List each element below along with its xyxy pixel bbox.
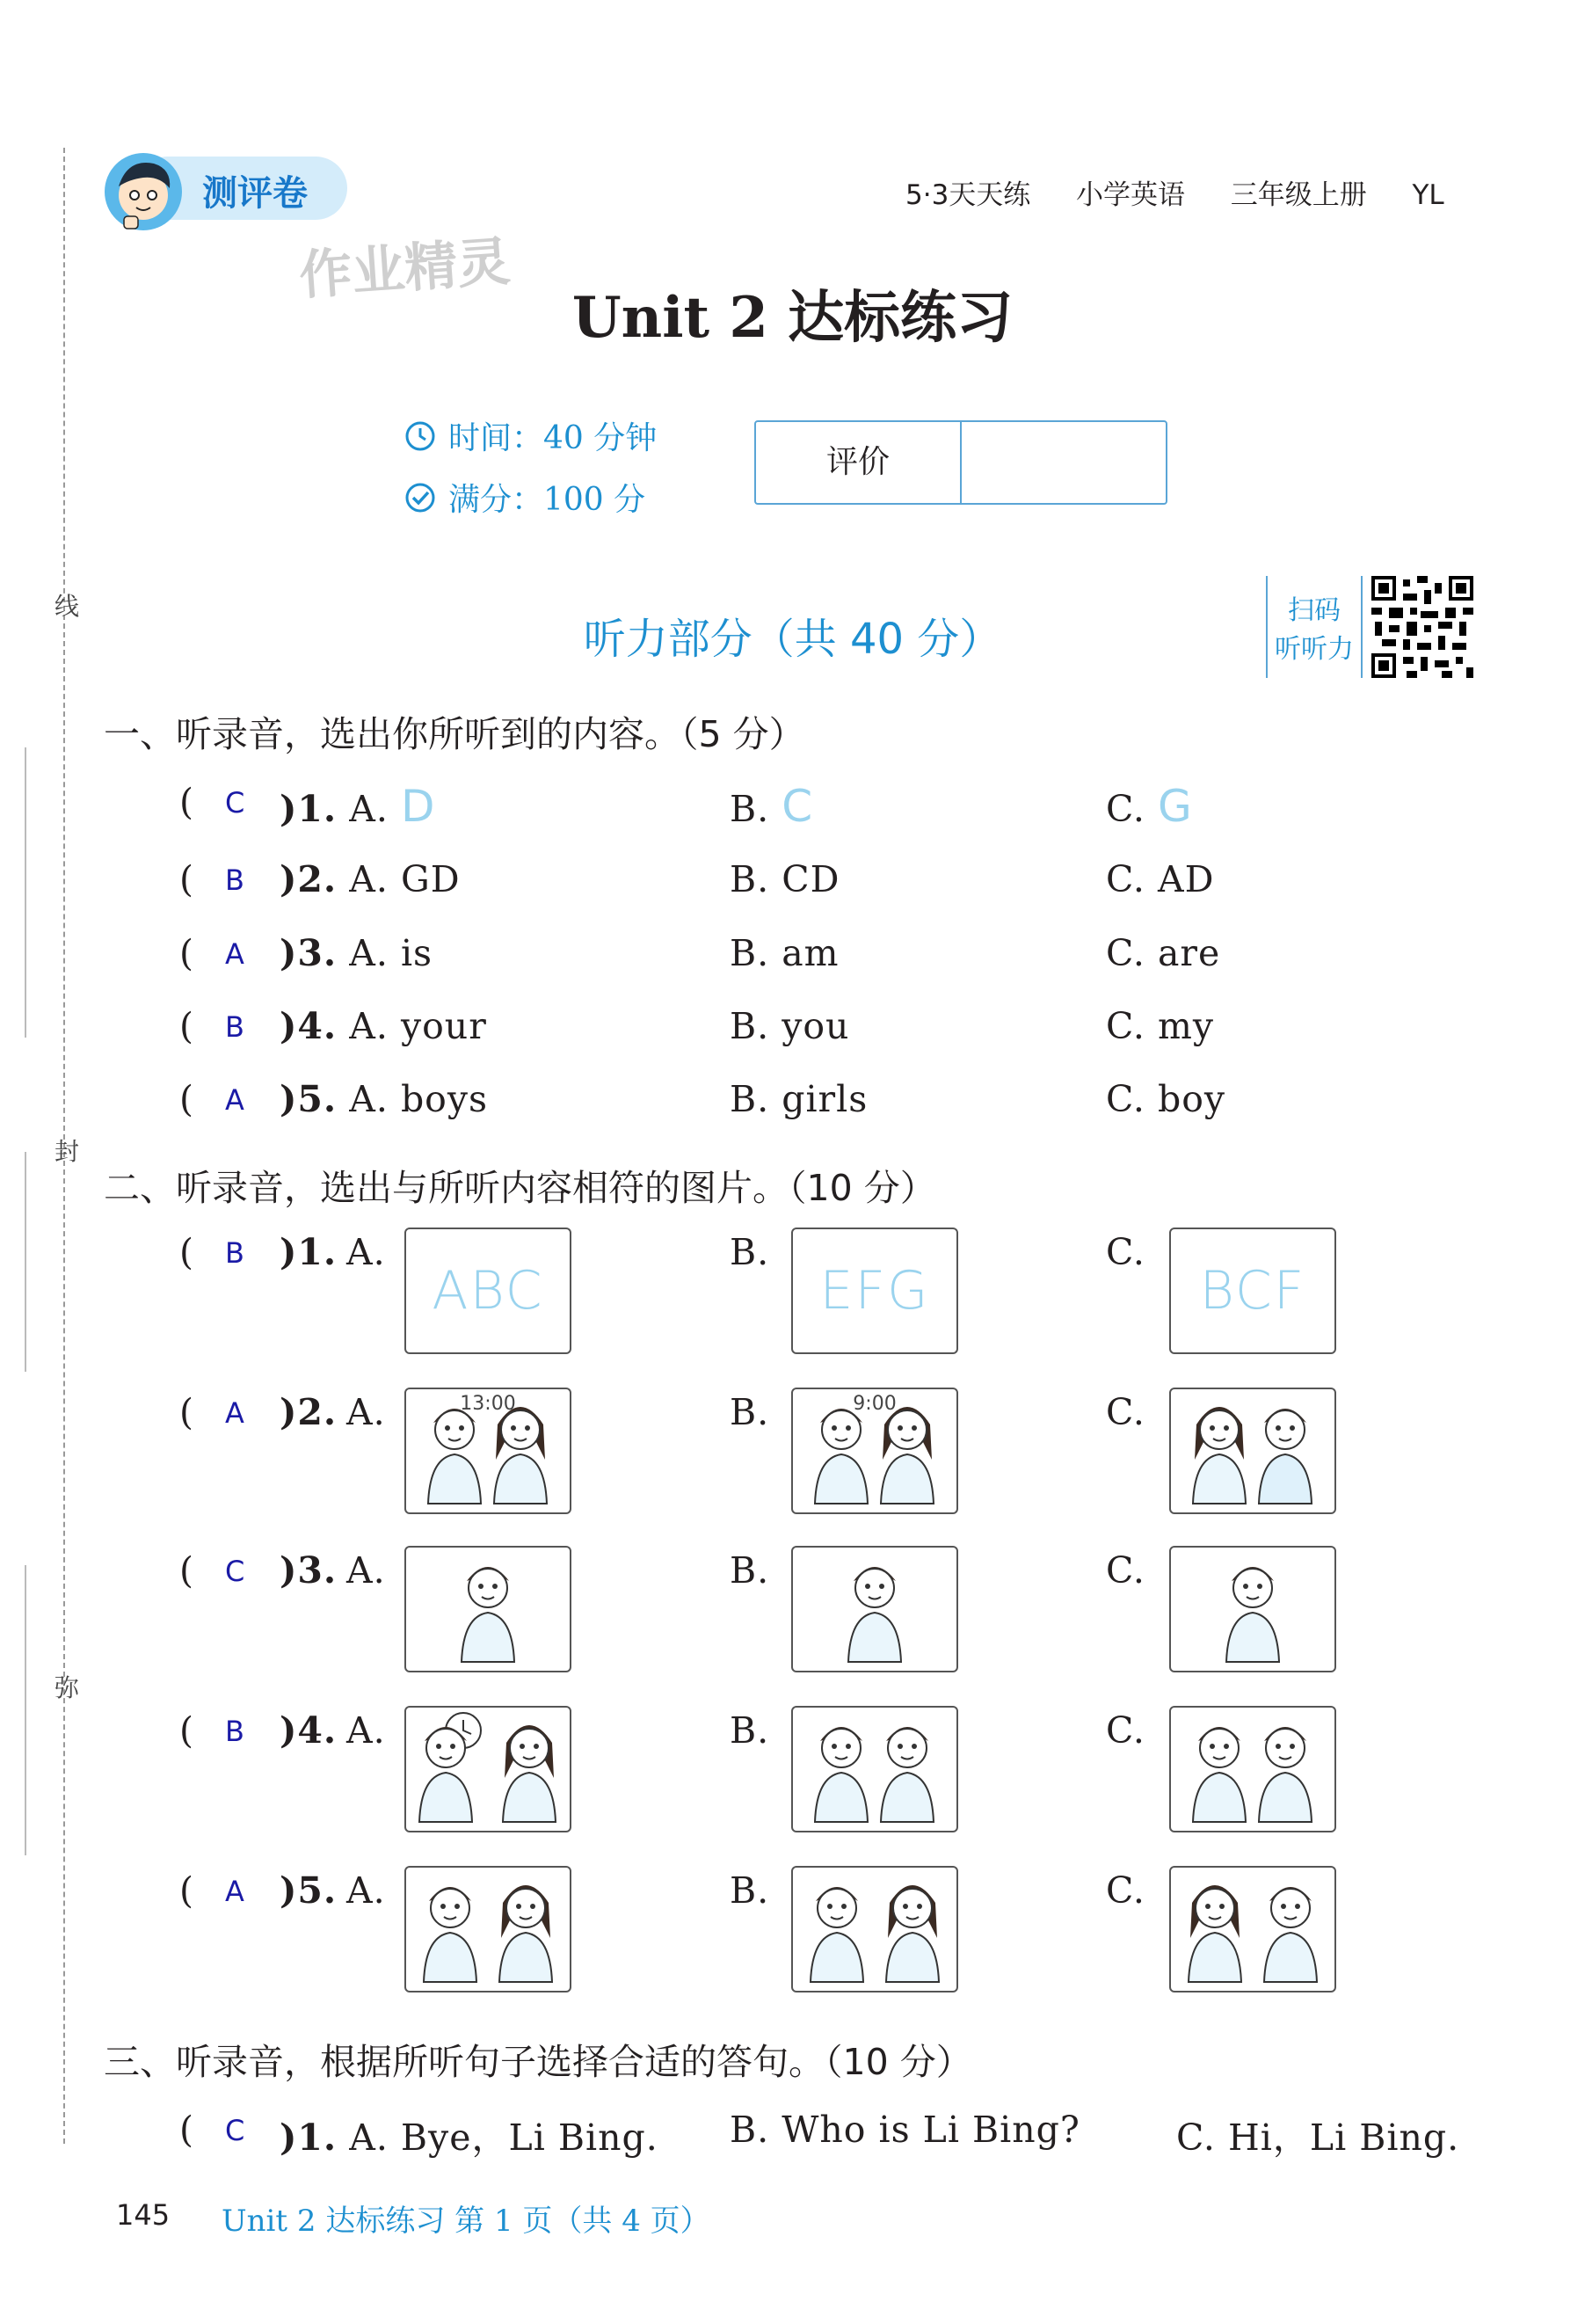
subject-name: 小学英语 xyxy=(1076,179,1186,211)
paren-open: ( xyxy=(179,1709,194,1752)
paren-open: ( xyxy=(179,1869,194,1912)
page-title: Unit 2 达标练习 xyxy=(571,285,1014,351)
option-b-label: B. xyxy=(730,1869,770,1912)
answer[interactable]: A xyxy=(225,1083,244,1117)
series-name: 5·3天天练 xyxy=(905,179,1031,211)
footer-text: Unit 2 达标练习 第 1 页（共 4 页） xyxy=(222,2204,710,2239)
grade-name: 三年级上册 xyxy=(1230,179,1367,211)
paren-open: ( xyxy=(179,1005,194,1047)
picture-option-a[interactable] xyxy=(404,1866,571,1993)
page-number: 145 xyxy=(116,2198,171,2232)
answer[interactable]: C xyxy=(225,1555,245,1588)
binding-solid-2 xyxy=(25,1152,26,1372)
picture-option-a[interactable] xyxy=(404,1706,571,1832)
binding-solid-3 xyxy=(25,1565,26,1855)
option-a: )1. A. Bye，Li Bing. xyxy=(280,2116,658,2159)
picture-option-b[interactable] xyxy=(791,1706,958,1832)
badge xyxy=(101,149,347,227)
option-a-label: A. xyxy=(346,1869,386,1912)
answer[interactable]: B xyxy=(225,863,244,897)
letters-picture: ABC xyxy=(432,1260,544,1322)
edition-code: YL xyxy=(1412,179,1444,211)
answer[interactable]: A xyxy=(225,1396,244,1430)
paren-open: ( xyxy=(179,1231,194,1273)
option-a: )4. A. your xyxy=(280,1005,487,1047)
option-b: B. you xyxy=(730,1005,850,1047)
option-a-glyph: D xyxy=(400,781,436,832)
badge-text: 测评卷 xyxy=(202,173,308,214)
option-b: B. am xyxy=(730,932,840,974)
option-a: )5. A. boys xyxy=(280,1078,489,1120)
qr-code-icon[interactable] xyxy=(1371,576,1473,678)
section1-title: 一、听录音，选出你所听到的内容。（5 分） xyxy=(104,713,805,755)
paren-open: ( xyxy=(179,1549,194,1592)
paren-open: ( xyxy=(179,932,194,974)
letters-picture: BCF xyxy=(1199,1260,1306,1322)
picture-option-c[interactable] xyxy=(1169,1388,1336,1514)
answer[interactable]: A xyxy=(225,1875,244,1908)
paren-open: ( xyxy=(179,781,194,823)
picture-option-a[interactable] xyxy=(404,1388,571,1514)
evaluation-label: 评价 xyxy=(825,444,890,480)
option-c-label: C. xyxy=(1106,1231,1145,1273)
answer[interactable]: B xyxy=(225,1715,244,1748)
option-b-label: B. xyxy=(730,1231,770,1273)
question-number: )2. xyxy=(280,1391,338,1433)
check-circle-icon xyxy=(404,482,436,514)
picture-option-c[interactable] xyxy=(1169,1546,1336,1672)
answer[interactable]: A xyxy=(225,937,244,971)
option-a: )2. A. GD xyxy=(280,858,461,900)
option-b: B. C xyxy=(730,781,814,832)
option-c-label: C. xyxy=(1106,1869,1145,1912)
section3-title: 三、听录音，根据所听句子选择合适的答句。（10 分） xyxy=(104,2041,972,2083)
time-label: 时间：40 分钟 xyxy=(448,420,658,456)
paren-open: ( xyxy=(179,1078,194,1120)
option-c: C. my xyxy=(1106,1005,1215,1047)
option-b-glyph: C xyxy=(782,781,814,832)
header-info xyxy=(905,172,1444,212)
evaluation-box xyxy=(754,420,1167,505)
picture-option-b[interactable] xyxy=(791,1866,958,1993)
option-c-glyph: G xyxy=(1158,781,1193,832)
option-a-label: A. xyxy=(346,1391,386,1433)
section2-title: 二、听录音，选出与所听内容相符的图片。（10 分） xyxy=(104,1167,936,1209)
option-b-label: B. xyxy=(730,1391,770,1433)
option-b: B. Who is Li Bing? xyxy=(730,2109,1080,2151)
question-number: )5. xyxy=(280,1869,338,1912)
listening-heading: 听力部分（共 40 分） xyxy=(583,615,1002,664)
question-number: )4. xyxy=(280,1709,338,1752)
score-row xyxy=(404,475,645,520)
boy-mascot-icon xyxy=(101,149,189,237)
option-b: B. girls xyxy=(730,1078,869,1120)
option-c-label: C. xyxy=(1106,1549,1145,1592)
option-a: )3. A. is xyxy=(280,932,433,974)
clock-time: 9:00 xyxy=(853,1393,897,1415)
picture-option-b[interactable] xyxy=(791,1388,958,1514)
binding-solid-1 xyxy=(25,747,26,1038)
qr-label-bracket xyxy=(1266,576,1363,678)
paren-open: ( xyxy=(179,1391,194,1433)
option-a-label: A. xyxy=(346,1231,386,1273)
paren-open: ( xyxy=(179,858,194,900)
option-b-label: B. xyxy=(730,1709,770,1752)
answer[interactable]: B xyxy=(225,1236,244,1270)
picture-option-a[interactable] xyxy=(404,1228,571,1354)
option-c-label: C. xyxy=(1106,1391,1145,1433)
answer[interactable]: C xyxy=(225,2114,245,2147)
option-c-label: C. xyxy=(1106,1709,1145,1752)
question-number: )3. xyxy=(280,1549,338,1592)
option-c: C. G xyxy=(1106,781,1193,832)
margin-seal-char: 封 xyxy=(55,1137,80,1166)
clock-time: 13:00 xyxy=(460,1393,516,1415)
clock-icon xyxy=(404,420,436,452)
option-a-label: A. xyxy=(346,1549,386,1592)
picture-option-c[interactable] xyxy=(1169,1706,1336,1832)
time-row xyxy=(404,413,657,458)
qr-label-2: 听听力 xyxy=(1275,634,1354,665)
question-number: )1. xyxy=(280,1231,338,1273)
margin-mi-char: 弥 xyxy=(55,1673,80,1702)
picture-option-a[interactable] xyxy=(404,1546,571,1672)
picture-option-b[interactable] xyxy=(791,1546,958,1672)
option-a-label: A. xyxy=(346,1709,386,1752)
answer[interactable]: B xyxy=(225,1010,244,1044)
watermark: 作业精灵 xyxy=(297,230,513,308)
option-b-label: B. xyxy=(730,1549,770,1592)
qr-label-1: 扫码 xyxy=(1288,595,1341,626)
option-c: C. AD xyxy=(1106,858,1215,900)
question-number: )1. A. D xyxy=(280,781,436,832)
option-c: C. are xyxy=(1106,932,1221,974)
picture-option-c[interactable] xyxy=(1169,1228,1336,1354)
paren-open: ( xyxy=(179,2109,194,2151)
letters-picture: EFG xyxy=(819,1260,930,1322)
picture-option-c[interactable] xyxy=(1169,1866,1336,1993)
answer[interactable]: C xyxy=(225,786,245,820)
picture-option-b[interactable] xyxy=(791,1228,958,1354)
margin-line-char: 线 xyxy=(55,592,80,621)
option-c: C. Hi，Li Bing. xyxy=(1176,2116,1460,2159)
option-b: B. CD xyxy=(730,858,840,900)
score-label: 满分：100 分 xyxy=(448,482,646,518)
option-c: C. boy xyxy=(1106,1078,1226,1120)
evaluation-field[interactable] xyxy=(963,422,1165,503)
evaluation-divider xyxy=(960,422,962,503)
